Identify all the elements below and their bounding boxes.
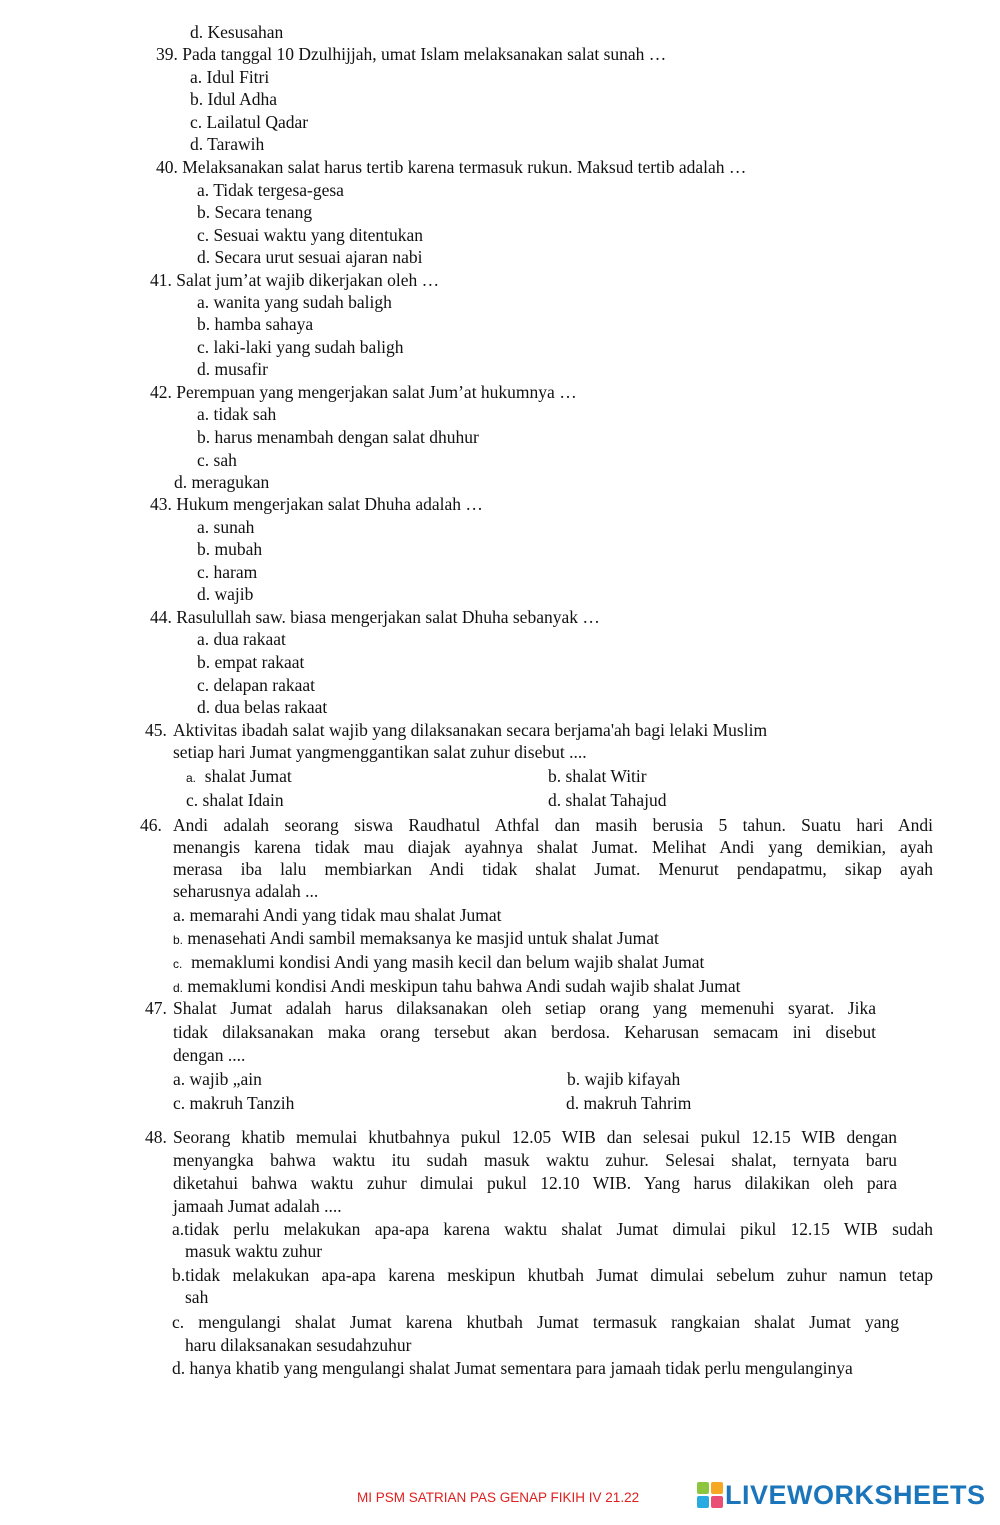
liveworksheets-wordmark: LIVEWORKSHEETS — [725, 1479, 986, 1510]
q46-stem-line-1: Andi adalah seorang siswa Raudhatul Athfal dan masih berusia 5 tahun. Suatu hari Andi — [173, 815, 933, 835]
q46-option-d-letter: d. — [173, 981, 184, 995]
q39-option-a[interactable]: a. Idul Fitri — [190, 67, 270, 87]
q41-option-a[interactable]: a. wanita yang sudah baligh — [197, 292, 392, 312]
q47-stem-line-3: dengan .... — [173, 1045, 246, 1065]
logo-square-4 — [711, 1496, 723, 1508]
q47-stem-line-1: Shalat Jumat adalah harus dilaksanakan oleh setiap orang yang memenuhi syarat. Jika — [173, 998, 876, 1018]
q46-option-b-text: menasehati Andi sambil memaksanya ke masjid untuk shalat Jumat — [187, 928, 659, 948]
q46-option-d[interactable] — [173, 975, 741, 1000]
q44-option-b[interactable]: b. empat rakaat — [197, 652, 305, 672]
q43-option-c[interactable]: c. haram — [197, 562, 258, 582]
q40-option-d[interactable]: d. Secara urut sesuai ajaran nabi — [197, 247, 423, 267]
q39-stem: 39. Pada tanggal 10 Dzulhijjah, umat Islam melaksanakan salat sunah … — [156, 44, 667, 64]
q42-stem: 42. Perempuan yang mengerjakan salat Jum’at hukumnya … — [150, 382, 577, 402]
q44-option-d[interactable]: d. dua belas rakaat — [197, 697, 328, 717]
q48-stem-line-2: menyangka bahwa waktu itu sudah masuk waktu zuhur. Selesai shalat, ternyata baru — [173, 1150, 897, 1170]
q39-option-b[interactable]: b. Idul Adha — [190, 89, 278, 109]
q47-number: 47. — [145, 998, 167, 1018]
q44-stem: 44. Rasulullah saw. biasa mengerjakan salat Dhuha sebanyak … — [150, 607, 600, 627]
q46-option-c[interactable] — [173, 951, 704, 976]
q48-option-a-line-1[interactable]: a.tidak perlu melakukan apa-apa karena waktu shalat Jumat dimulai pikul 12.15 WIB sudah — [172, 1219, 933, 1239]
q46-option-b[interactable] — [173, 927, 659, 952]
q45-option-a-text: shalat Jumat — [204, 766, 292, 786]
q48-stem-line-4: jamaah Jumat adalah .... — [173, 1196, 342, 1216]
q46-option-a[interactable]: a. memarahi Andi yang tidak mau shalat Jumat — [173, 905, 502, 925]
q48-option-c-line-2[interactable]: haru dilaksanakan sesudahzuhur — [185, 1335, 412, 1355]
q48-stem-line-3: diketahui bahwa waktu zuhur dimulai pukul 12.10 WIB. Yang harus dilakikan oleh para — [173, 1173, 897, 1193]
logo-square-3 — [697, 1496, 709, 1508]
liveworksheets-brand[interactable] — [697, 1479, 986, 1511]
q47-option-a[interactable]: a. wajib „ain — [173, 1069, 262, 1089]
q46-number: 46. — [140, 815, 162, 835]
logo-square-1 — [697, 1482, 709, 1494]
q40-option-b[interactable]: b. Secara tenang — [197, 202, 313, 222]
q45-stem-line-2: setiap hari Jumat yangmenggantikan salat zuhur disebut .... — [173, 742, 587, 762]
q40-option-c[interactable]: c. Sesuai waktu yang ditentukan — [197, 225, 423, 245]
q39-option-d[interactable]: d. Tarawih — [190, 134, 265, 154]
q46-stem-line-4: seharusnya adalah ... — [173, 881, 319, 901]
q47-option-d[interactable]: d. makruh Tahrim — [566, 1093, 692, 1113]
q43-stem: 43. Hukum mengerjakan salat Dhuha adalah … — [150, 494, 483, 514]
q48-stem-line-1: Seorang khatib memulai khutbahnya pukul 12.05 WIB dan selesai pukul 12.15 WIB dengan — [173, 1127, 897, 1147]
q46-option-d-text: memaklumi kondisi Andi meskipun tahu bahwa Andi sudah wajib shalat Jumat — [187, 976, 741, 996]
q48-option-a-line-2[interactable]: masuk waktu zuhur — [185, 1241, 323, 1261]
q44-option-c[interactable]: c. delapan rakaat — [197, 675, 316, 695]
q45-option-b[interactable]: b. shalat Witir — [548, 766, 647, 786]
q42-option-a[interactable]: a. tidak sah — [197, 404, 277, 424]
q41-option-d[interactable]: d. musafir — [197, 359, 268, 379]
q38-option-d[interactable]: d. Kesusahan — [190, 22, 284, 42]
q46-stem-line-3: merasa iba lalu membiarkan Andi tidak shalat Jumat. Menurut pendapatmu, sikap ayah — [173, 859, 933, 879]
q41-option-b[interactable]: b. hamba sahaya — [197, 314, 314, 334]
q40-stem: 40. Melaksanakan salat harus tertib karena termasuk rukun. Maksud tertib adalah … — [156, 157, 747, 177]
q47-stem-line-2: tidak dilaksanakan maka orang tersebut akan berdosa. Keharusan semacam ini disebut — [173, 1022, 876, 1042]
q43-option-d[interactable]: d. wajib — [197, 584, 254, 604]
q45-option-a-letter: a. — [186, 771, 197, 785]
q44-option-a[interactable]: a. dua rakaat — [197, 629, 286, 649]
q48-option-d[interactable]: d. hanya khatib yang mengulangi shalat Jumat sementara para jamaah tidak perlu mengulanginya — [172, 1358, 853, 1378]
q48-number: 48. — [145, 1127, 167, 1147]
q42-option-b[interactable]: b. harus menambah dengan salat dhuhur — [197, 427, 479, 447]
q42-option-d[interactable]: d. meragukan — [174, 472, 270, 492]
q39-option-c[interactable]: c. Lailatul Qadar — [190, 112, 309, 132]
q41-option-c[interactable]: c. laki-laki yang sudah baligh — [197, 337, 404, 357]
q43-option-b[interactable]: b. mubah — [197, 539, 263, 559]
liveworksheets-logo-icon — [697, 1482, 723, 1508]
q40-option-a[interactable]: a. Tidak tergesa-gesa — [197, 180, 344, 200]
logo-square-2 — [711, 1482, 723, 1494]
q48-option-b-line-1[interactable]: b.tidak melakukan apa-apa karena meskipun khutbah Jumat dimulai sebelum zuhur namun tetap — [172, 1265, 933, 1285]
q46-option-c-text: memaklumi kondisi Andi yang masih kecil dan belum wajib shalat Jumat — [191, 952, 705, 972]
footer-exam-label: MI PSM SATRIAN PAS GENAP FIKIH IV 21.22 — [357, 1490, 640, 1505]
q45-option-d[interactable]: d. shalat Tahajud — [548, 790, 667, 810]
q45-option-c[interactable]: c. shalat Idain — [186, 790, 284, 810]
q45-option-a[interactable] — [186, 765, 292, 790]
q41-stem: 41. Salat jum’at wajib dikerjakan oleh … — [150, 270, 440, 290]
q48-option-c-line-1[interactable]: c. mengulangi shalat Jumat karena khutbah Jumat termasuk rangkaian shalat Jumat yang — [172, 1312, 899, 1332]
q46-option-b-letter: b. — [173, 933, 184, 947]
q46-stem-line-2: menangis karena tidak mau diajak ayahnya shalat Jumat. Melihat Andi yang demikian, ayah — [173, 837, 933, 857]
q45-stem-line-1: Aktivitas ibadah salat wajib yang dilaksanakan secara berjama'ah bagi lelaki Muslim — [173, 720, 768, 740]
q48-option-b-line-2[interactable]: sah — [185, 1287, 209, 1307]
q43-option-a[interactable]: a. sunah — [197, 517, 255, 537]
q47-option-b[interactable]: b. wajib kifayah — [567, 1069, 681, 1089]
q47-option-c[interactable]: c. makruh Tanzih — [173, 1093, 295, 1113]
q46-option-c-letter: c. — [173, 957, 183, 971]
q45-number: 45. — [145, 720, 167, 740]
q42-option-c[interactable]: c. sah — [197, 450, 237, 470]
